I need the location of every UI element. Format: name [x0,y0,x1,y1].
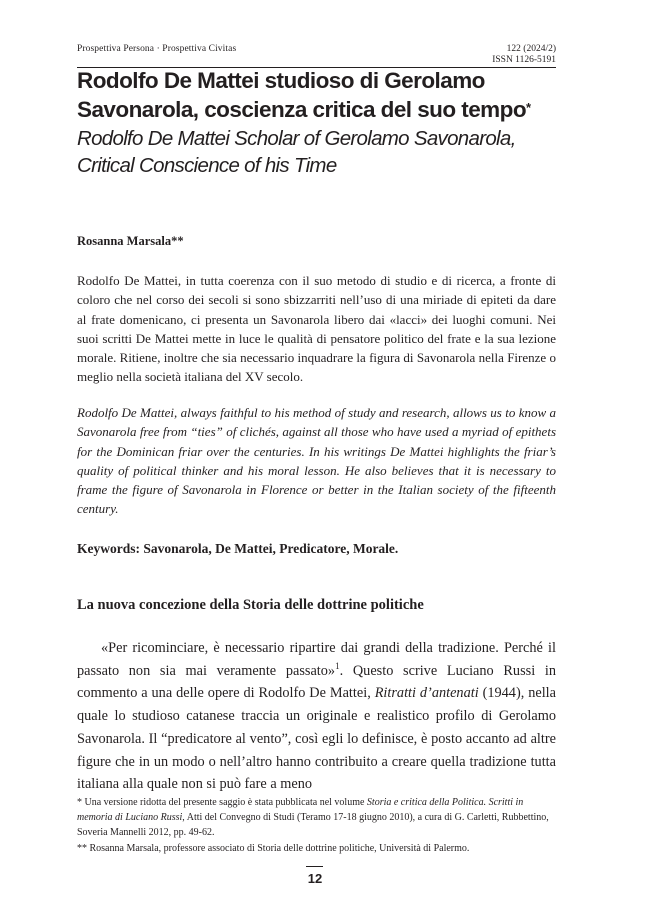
article-title [77,66,557,124]
keywords: Keywords: Savonarola, De Mattei, Predicatore, Morale. [77,541,399,556]
issn: ISSN 1126-5191 [492,55,556,65]
body-text-part-1: «Per ricominciare, è necessario ripartire dai grandi della tradizione. Perché il passato non sia mai veramente passato» [77,640,556,679]
article-subtitle-english [77,125,557,179]
title-line-1: Rodolfo De Mattei studioso di Gerolamo [77,68,485,93]
subtitle-line-2: Critical Conscience of his Time [77,154,337,177]
page-number-rule [306,866,323,867]
footnote-1-text-a: * Una versione ridotta del presente saggio è stata pubblicata nel volume [77,797,367,808]
journal-name: Prospettiva Persona · Prospettiva Civitas [77,44,237,54]
body-paragraph [77,637,556,796]
footnote-reference: 1 [335,660,340,671]
page-number: 12 [307,871,323,886]
abstract-english: Rodolfo De Mattei, always faithful to his method of study and research, allows us to know a Savonarola free from “ties” of clichés, against all those who have used a myriad of epithets for the Dominican friar over the centuries. In his writings De Mattei highlights the friar’s quality of political thinker and his moral lesson. He also believes that it is necessary to frame the figure of Savonarola in Florence or better in the Italian society of the fifteenth century. [77,405,556,517]
footnote-2: ** Rosanna Marsala, professore associato di Storia delle dottrine politiche, Università di Palermo. [77,842,470,854]
title-footnote-marker: * [526,100,531,115]
body-text-part-3: (1944), nella quale lo studioso catanese traccia un originale e realistico profilo di Gerolamo Savonarola. Il “predicatore al vento”, così egli lo definisce, è posto accanto ad altre figure che in un modo o nell’altro hanno contribuito a creare quella tradizione tutta italiana alla quale non si può fare a meno [77,685,556,793]
issue-number: 122 (2024/2) [506,44,556,54]
footnotes [77,795,557,856]
footnote-1-text-b: , Atti del Convegno di Studi (Teramo 17-18 giugno 2010), a cura di G. Carletti, Rubbettino, Soveria Mannelli 2012, pp. 49-62. [77,812,549,839]
body-text-part-2: . Questo scrive Luciano Russi in commento a una delle opere di Rodolfo De Mattei, [77,662,556,702]
title-line-2: Savonarola, coscienza critica del suo tempo [77,97,527,122]
abstract-italian: Rodolfo De Mattei, in tutta coerenza con il suo metodo di studio e di ricerca, a fronte di coloro che nel corso dei secoli si sono sbizzarriti nell’uso di una miriade di epiteti da dare al frate domenicano, ci presenta un Savonarola libero dai «lacci» dei luoghi comuni. Nei suoi scritti De Mattei mette in luce le qualità di pensatore politico del frate e la sua lezione morale. Ritiene, inoltre che sia necessario inquadrare la figura di Savonarola nella Firenze o meglio nella società italiana del XV secolo. [77,273,556,385]
footnote-1 [77,795,557,841]
subtitle-line-1: Rodolfo De Mattei Scholar of Gerolamo Savonarola, [77,127,516,150]
author-name: Rosanna Marsala** [77,234,184,248]
section-heading: La nuova concezione della Storia delle dottrine politiche [77,597,424,613]
cited-work-title: Ritratti d’antenati [374,685,479,702]
footnote-1-volume-title: Storia e critica della Politica. Scritti in memoria di Luciano Russi [77,797,524,824]
issue-info [492,44,556,66]
